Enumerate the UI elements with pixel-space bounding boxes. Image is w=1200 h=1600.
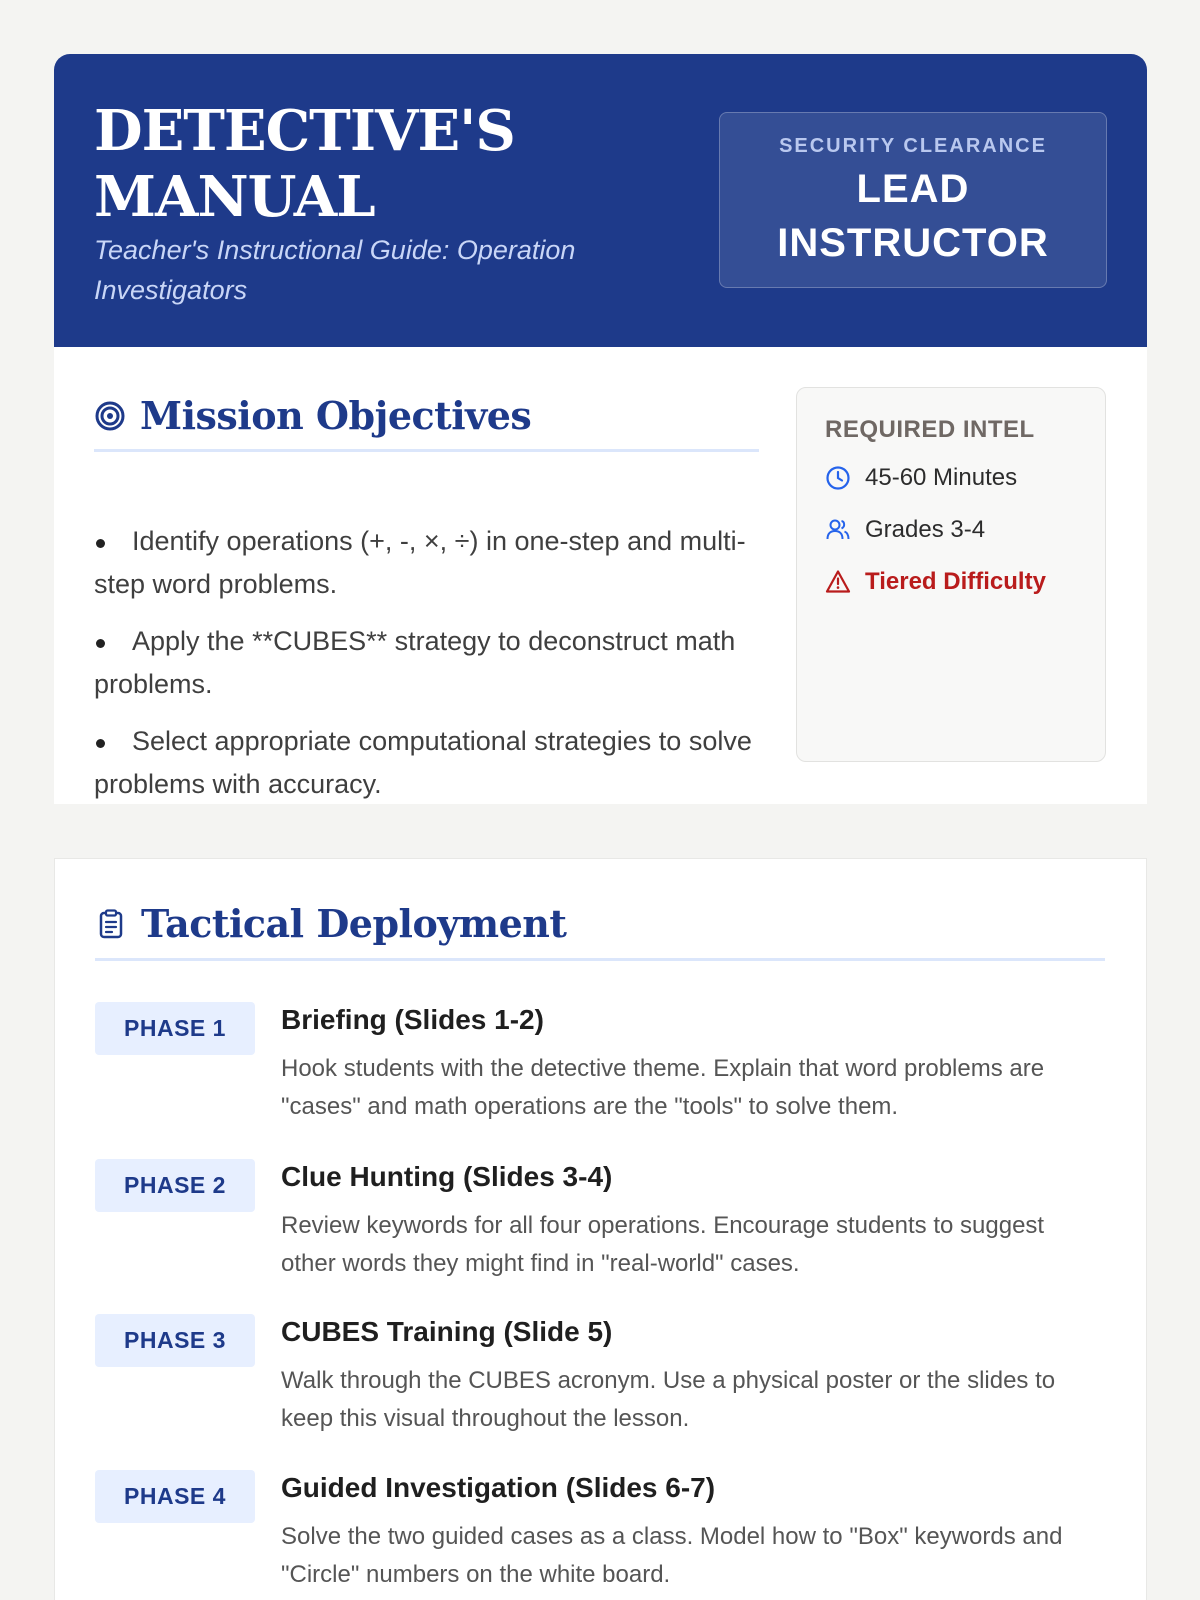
phase-title: CUBES Training (Slide 5) (281, 1316, 613, 1347)
difficulty-text: Tiered Difficulty (865, 568, 1046, 595)
phase-title: Guided Investigation (Slides 6-7) (281, 1472, 716, 1503)
tactical-deployment-card (54, 858, 1147, 1600)
list-item: Apply the **CUBES** strategy to deconstruct math problems. (94, 620, 759, 706)
phase-badge: PHASE 4 (95, 1470, 255, 1523)
phase-description: Walk through the CUBES acronym. Use a physical poster or the slides to keep this visual throughout the lesson. (281, 1367, 1056, 1432)
security-clearance-badge (719, 112, 1107, 288)
clipboard-icon (95, 908, 127, 940)
phase-title: Clue Hunting (Slides 3-4) (281, 1161, 613, 1192)
clearance-label: SECURITY CLEARANCE (779, 135, 1047, 157)
lesson-overview-card (54, 54, 1147, 804)
tactical-deployment-heading (95, 899, 1105, 961)
title-line-1: DETECTIVE'S (94, 98, 515, 164)
phase-description: Review keywords for all four operations. Encourage students to suggest other words they might find in "real-world" cases. (281, 1212, 1045, 1277)
clearance-value (720, 162, 1106, 270)
duration-text: 45-60 Minutes (865, 464, 1018, 491)
target-icon (94, 400, 126, 432)
manual-header (54, 54, 1147, 347)
clearance-value-line-2: INSTRUCTOR (777, 221, 1049, 265)
mission-objectives-title: Mission Objectives (140, 393, 532, 438)
list-item: Identify operations (+, -, ×, ÷) in one-step and multi-step word problems. (94, 520, 759, 606)
phase-badge: PHASE 2 (95, 1159, 255, 1212)
users-icon (825, 517, 851, 543)
tactical-deployment-title: Tactical Deployment (141, 901, 567, 946)
phase-badge: PHASE 1 (95, 1002, 255, 1055)
duration-item (825, 464, 1017, 492)
page-subtitle: Teacher's Instructional Guide: Operation Investigators (94, 235, 576, 305)
warning-icon (825, 569, 851, 595)
phase-description: Solve the two guided cases as a class. Model how to "Box" keywords and "Circle" numbers on the white board. (281, 1523, 1063, 1588)
required-intel-panel (796, 387, 1106, 762)
page-title (94, 98, 515, 230)
phase-title: Briefing (Slides 1-2) (281, 1004, 544, 1035)
phase-badge: PHASE 3 (95, 1314, 255, 1367)
clearance-value-line-1: LEAD (856, 167, 970, 211)
clock-icon (825, 465, 851, 491)
mission-objectives-heading (94, 392, 759, 452)
grades-text: Grades 3-4 (865, 516, 986, 543)
required-intel-label: REQUIRED INTEL (825, 416, 1035, 443)
objectives-list (94, 520, 759, 804)
difficulty-item (825, 568, 1046, 596)
list-item: Select appropriate computational strategies to solve problems with accuracy. (94, 720, 759, 804)
grades-item (825, 516, 985, 544)
phase-description: Hook students with the detective theme. Explain that word problems are "cases" and math operations are the "tools" to solve them. (281, 1055, 1045, 1120)
title-line-2: MANUAL (94, 164, 375, 230)
